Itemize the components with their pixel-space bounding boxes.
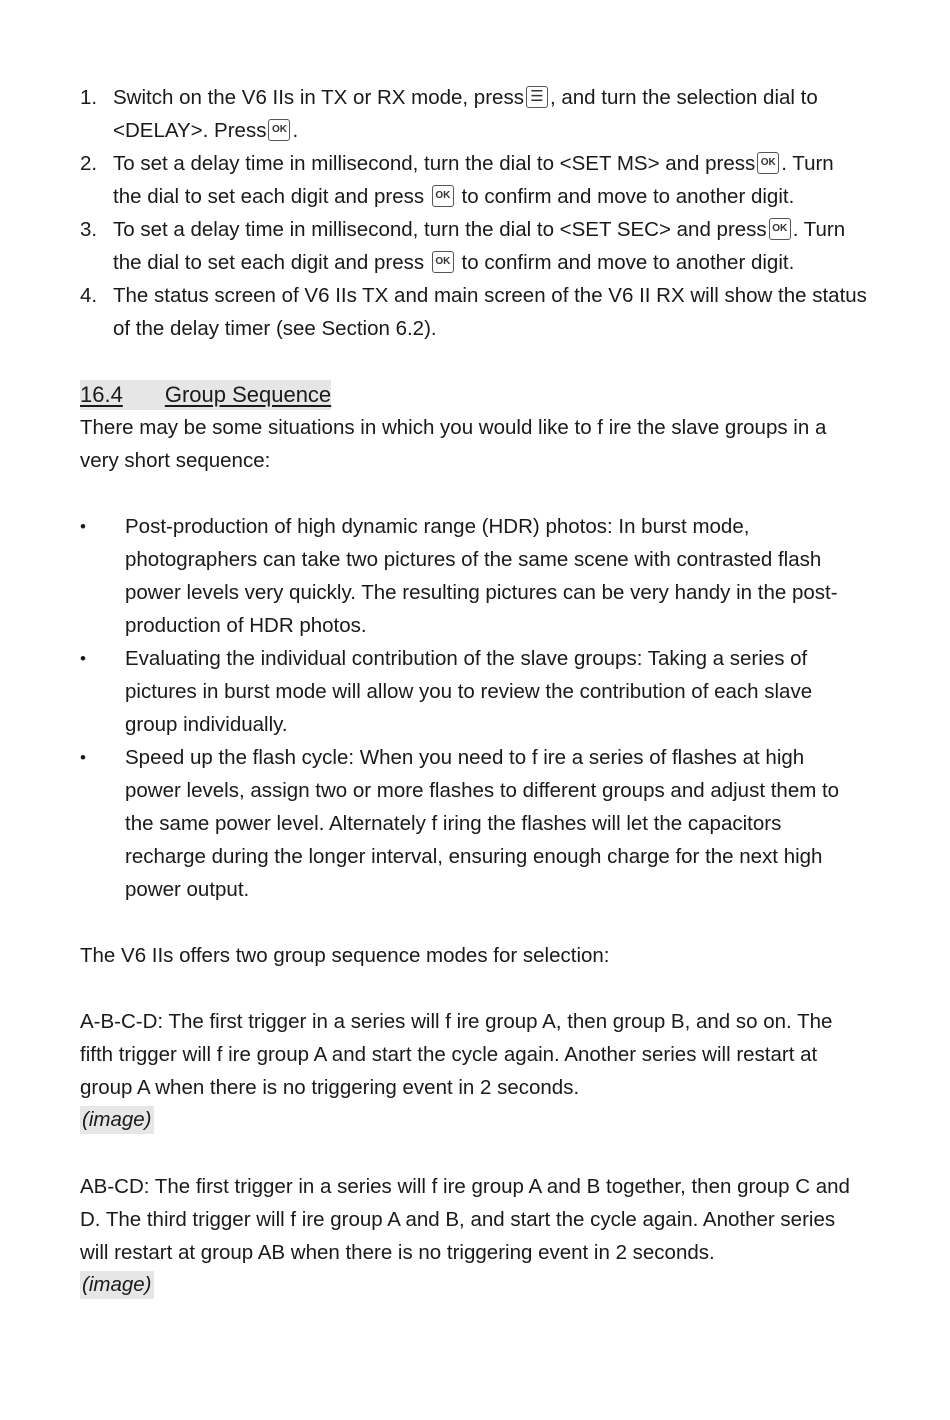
mode-abcd-line-1: A-B-C-D: The first trigger in a series will f ire group A, then group B, and so on. The: [80, 1010, 833, 1033]
step-3-text: the dial to set each digit and press: [113, 251, 425, 274]
menu-button-icon: ☰: [526, 86, 548, 108]
step-1-text: .: [292, 119, 299, 142]
section-title: Group Sequence: [164, 382, 332, 407]
bullet-1-line-1: Post-production of high dynamic range (HDR) photos: In burst mode,: [125, 515, 750, 538]
step-1-line-2: [113, 118, 298, 144]
image-placeholder: (image): [80, 1271, 154, 1299]
mode-ab-cd-line-3: will restart at group AB when there is no triggering event in 2 seconds.: [80, 1241, 715, 1264]
mode-ab-cd-line-1: AB-CD: The first trigger in a series will f ire group A and B together, then group C and: [80, 1175, 850, 1198]
ok-button-icon: OK: [268, 119, 290, 141]
step-4-number: 4.: [80, 284, 98, 307]
step-2-text: . Turn: [781, 152, 834, 175]
ok-button-icon: OK: [432, 185, 454, 207]
step-1-line-1: [113, 85, 818, 111]
modes-intro: The V6 IIs offers two group sequence modes for selection:: [80, 944, 610, 967]
bullet-2-line-2: pictures in burst mode will allow you to review the contribution of each slave: [125, 680, 813, 703]
mode-abcd-line-2: fifth trigger will f ire group A and start the cycle again. Another series will restart at: [80, 1043, 818, 1066]
step-3-line-1: [113, 217, 845, 243]
section-heading: [80, 380, 331, 410]
bullet-2-line-3: group individually.: [125, 713, 288, 736]
step-4-line-1: The status screen of V6 IIs TX and main screen of the V6 II RX will show the status: [113, 284, 867, 307]
bullet-1-line-3: power levels very quickly. The resulting pictures can be very handy in the post-: [125, 581, 838, 604]
step-2-line-2: [113, 184, 794, 210]
bullet-3-line-3: the same power level. Alternately f iring the flashes will let the capacitors: [125, 812, 782, 835]
step-3-text: to confirm and move to another digit.: [461, 251, 795, 274]
step-2-text: to confirm and move to another digit.: [461, 185, 795, 208]
step-2-number: 2.: [80, 152, 98, 175]
bullet-marker: •: [80, 517, 86, 536]
intro-line-1: There may be some situations in which you would like to f ire the slave groups in a: [80, 416, 827, 439]
step-1-text: <DELAY>. Press: [113, 119, 267, 142]
bullet-marker: •: [80, 649, 86, 668]
step-2-line-1: [113, 151, 834, 177]
bullet-marker: •: [80, 748, 86, 767]
bullet-3-line-4: recharge during the longer interval, ensuring enough charge for the next high: [125, 845, 823, 868]
step-2-text: the dial to set each digit and press: [113, 185, 425, 208]
bullet-3-line-1: Speed up the flash cycle: When you need to f ire a series of flashes at high: [125, 746, 805, 769]
bullet-1-line-4: production of HDR photos.: [125, 614, 367, 637]
ok-button-icon: OK: [769, 218, 791, 240]
step-1-text: Switch on the V6 IIs in TX or RX mode, press: [113, 86, 524, 109]
ok-button-icon: OK: [432, 251, 454, 273]
bullet-3-line-2: power levels, assign two or more flashes to different groups and adjust them to: [125, 779, 840, 802]
step-1-number: 1.: [80, 86, 98, 109]
section-number: 16.4: [80, 382, 123, 407]
image-placeholder: (image): [80, 1106, 154, 1134]
step-1-text: , and turn the selection dial to: [549, 86, 818, 109]
step-2-text: To set a delay time in millisecond, turn the dial to <SET MS> and press: [113, 152, 756, 175]
intro-line-2: very short sequence:: [80, 449, 271, 472]
mode-abcd-line-3: group A when there is no triggering event in 2 seconds.: [80, 1076, 580, 1099]
step-3-text: To set a delay time in millisecond, turn the dial to <SET SEC> and press: [113, 218, 767, 241]
ok-button-icon: OK: [757, 152, 779, 174]
step-3-number: 3.: [80, 218, 98, 241]
step-3-text: . Turn: [792, 218, 846, 241]
bullet-3-line-5: power output.: [125, 878, 250, 901]
step-4-line-2: of the delay timer (see Section 6.2).: [113, 317, 437, 340]
mode-ab-cd-line-2: D. The third trigger will f ire group A and B, and start the cycle again. Another series: [80, 1208, 836, 1231]
bullet-2-line-1: Evaluating the individual contribution of the slave groups: Taking a series of: [125, 647, 808, 670]
bullet-1-line-2: photographers can take two pictures of the same scene with contrasted flash: [125, 548, 822, 571]
step-3-line-2: [113, 250, 794, 276]
